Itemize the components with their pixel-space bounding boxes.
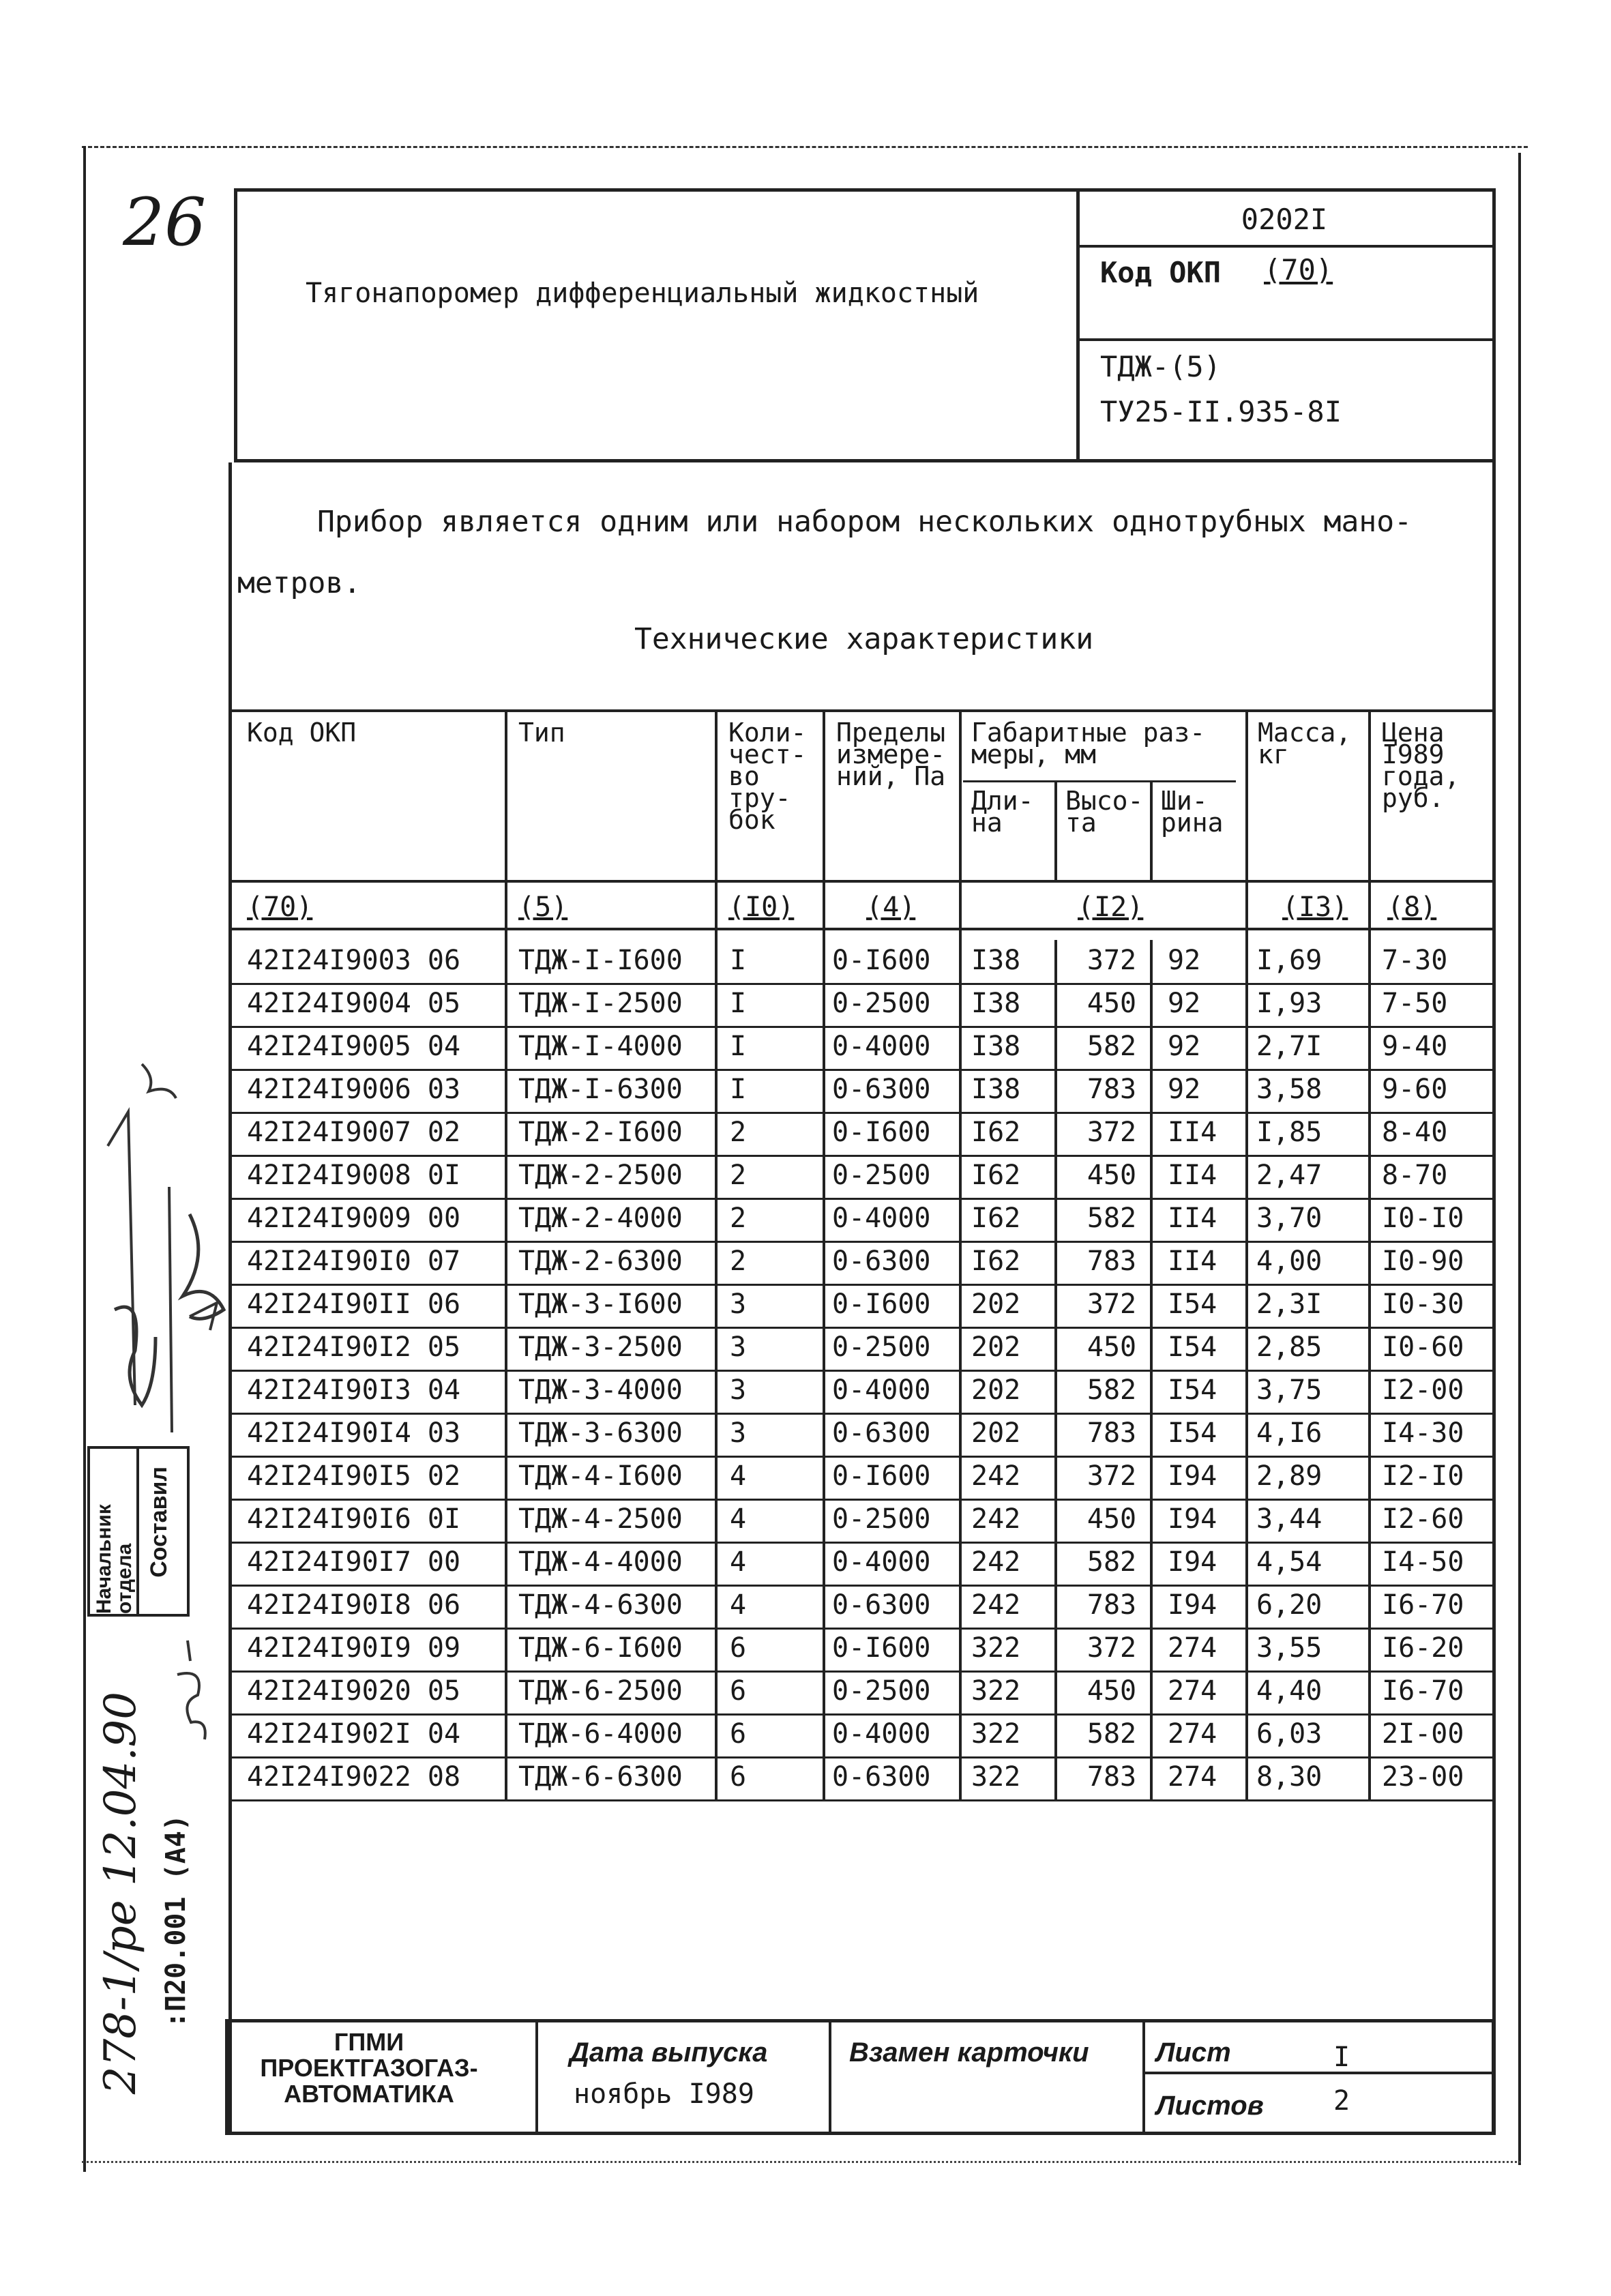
table-cell-l: I38 [971,988,1021,1019]
table-cell-w: I54 [1168,1374,1217,1406]
table-column-line [1054,940,1057,1799]
table-row-line [232,1241,1492,1243]
table-cell-range: 0-I600 [832,1632,931,1664]
table-cell-code: 42I24I90II 06 [247,1289,461,1320]
table-cell-mass: 4,I6 [1256,1417,1322,1449]
table-cell-l: 202 [971,1289,1021,1320]
table-cell-l: 322 [971,1761,1021,1793]
table-cell-code: 42I24I9005 04 [247,1031,461,1062]
handwritten-signatures [87,1050,237,1460]
table-cell-l: 242 [971,1546,1021,1578]
table-cell-mass: 4,00 [1256,1246,1322,1277]
head-of-dept-label: Начальник отдела [93,1504,136,1614]
table-cell-code: 42I24I90I4 03 [247,1417,461,1449]
organization-name: ГПМИ ПРОЕКТГАЗОГАЗ-АВТОМАТИКА [260,2028,478,2108]
table-cell-l: 242 [971,1589,1021,1621]
header-range: Пределы измере- ний, Па [836,718,946,791]
table-cell-h: 582 [1087,1031,1137,1062]
table-cell-code: 42I24I9009 00 [247,1203,461,1234]
header-height: Высо- та [1065,786,1144,838]
table-column-line [505,709,507,1799]
table-cell-h: 582 [1087,1374,1137,1406]
table-cell-mass: 4,40 [1256,1675,1322,1707]
table-column-line [1150,780,1153,880]
table-row-line [232,1456,1492,1458]
table-cell-type: ТДЖ-3-4000 [518,1374,683,1406]
table-cell-price: I6-20 [1382,1632,1464,1664]
header-length: Дли- на [971,786,1034,838]
table-cell-range: 0-I600 [832,1117,931,1148]
table-cell-price: I0-I0 [1382,1203,1464,1234]
table-cell-h: 450 [1087,1160,1137,1191]
table-cell-tubes: 6 [730,1718,747,1750]
table-row-line [232,1799,1492,1801]
table-cell-w: I54 [1168,1289,1217,1320]
table-cell-tubes: 2 [730,1117,747,1148]
table-cell-mass: 2,89 [1256,1460,1322,1492]
table-cell-w: II4 [1168,1246,1217,1277]
table-cell-type: ТДЖ-2-6300 [518,1246,683,1277]
table-cell-range: 0-2500 [832,988,931,1019]
table-cell-price: 9-60 [1382,1074,1448,1105]
table-cell-tubes: I [730,945,747,976]
table-cell-h: 582 [1087,1546,1137,1578]
table-cell-range: 0-6300 [832,1074,931,1105]
colcode-type: (5) [518,892,568,923]
table-cell-tubes: 3 [730,1331,747,1363]
table-row-line [232,1198,1492,1200]
table-cell-range: 0-6300 [832,1246,931,1277]
colcode-dims: (I2) [1078,892,1144,923]
frame-left-line [83,146,86,2172]
table-cell-code: 42I24I90I8 06 [247,1589,461,1621]
colcode-price: (8) [1387,892,1437,923]
table-cell-tubes: 2 [730,1203,747,1234]
table-row-line [232,1370,1492,1372]
compiled-label: Составил [146,1467,172,1578]
footer-hline [1142,2072,1492,2074]
table-cell-l: I62 [971,1246,1021,1277]
table-cell-tubes: I [730,988,747,1019]
table-cell-w: 92 [1168,1074,1201,1105]
table-cell-type: ТДЖ-I-6300 [518,1074,683,1105]
table-cell-w: I94 [1168,1589,1217,1621]
table-cell-code: 42I24I90I9 09 [247,1632,461,1664]
table-row-line [232,1628,1492,1630]
table-row-line [232,1112,1492,1114]
table-cell-h: 783 [1087,1761,1137,1793]
table-cell-tubes: 6 [730,1675,747,1707]
table-cell-h: 372 [1087,1117,1137,1148]
table-row-line [232,1756,1492,1758]
table-cell-tubes: I [730,1074,747,1105]
table-cell-tubes: 3 [730,1417,747,1449]
table-cell-price: I2-00 [1382,1374,1464,1406]
table-cell-range: 0-4000 [832,1374,931,1406]
table-cell-range: 0-2500 [832,1503,931,1535]
table-column-line [1150,940,1153,1799]
table-cell-price: 9-40 [1382,1031,1448,1062]
table-cell-type: ТДЖ-4-4000 [518,1546,683,1578]
table-cell-mass: 2,7I [1256,1031,1322,1062]
table-cell-h: 582 [1087,1203,1137,1234]
spec-number: ТУ25-II.935-8I [1100,395,1342,428]
table-cell-price: 7-50 [1382,988,1448,1019]
table-cell-w: 92 [1168,988,1201,1019]
header-bottom-line [232,880,1492,883]
table-cell-w: II4 [1168,1117,1217,1148]
table-cell-code: 42I24I90I3 04 [247,1374,461,1406]
table-cell-range: 0-4000 [832,1203,931,1234]
table-cell-w: 274 [1168,1632,1217,1664]
table-cell-h: 582 [1087,1718,1137,1750]
table-cell-price: 7-30 [1382,945,1448,976]
table-cell-w: I94 [1168,1546,1217,1578]
table-cell-h: 783 [1087,1589,1137,1621]
table-cell-price: I6-70 [1382,1675,1464,1707]
table-cell-range: 0-4000 [832,1718,931,1750]
header-price: Цена I989 года, руб. [1382,718,1460,813]
table-cell-l: I38 [971,945,1021,976]
table-cell-price: I4-30 [1382,1417,1464,1449]
table-cell-type: ТДЖ-3-2500 [518,1331,683,1363]
sheets-value: 2 [1333,2085,1350,2117]
header-mass: Масса, кг [1258,718,1352,769]
table-cell-code: 42I24I902I 04 [247,1718,461,1750]
table-column-line [959,709,962,1799]
table-cell-w: I54 [1168,1417,1217,1449]
table-cell-l: 322 [971,1675,1021,1707]
description-line-2: метров. [237,566,361,600]
sheet-label: Лист [1156,2037,1231,2067]
header-block [234,188,1496,462]
table-cell-w: I94 [1168,1503,1217,1535]
table-cell-w: I54 [1168,1331,1217,1363]
table-cell-mass: 2,47 [1256,1160,1322,1191]
table-cell-w: II4 [1168,1160,1217,1191]
table-cell-code: 42I24I90I2 05 [247,1331,461,1363]
footer-divider [535,2022,538,2132]
header-code-panel [1076,192,1496,459]
table-cell-price: 2I-00 [1382,1718,1464,1750]
table-cell-range: 0-I600 [832,1460,931,1492]
table-cell-range: 0-I600 [832,1289,931,1320]
table-cell-w: 92 [1168,1031,1201,1062]
table-cell-tubes: 3 [730,1289,747,1320]
table-cell-mass: 4,54 [1256,1546,1322,1578]
table-cell-range: 0-6300 [832,1417,931,1449]
section-title: Технические характеристики [634,622,1094,656]
table-cell-price: 8-40 [1382,1117,1448,1148]
okp-label: Код ОКП [1100,256,1222,289]
table-row-line [232,1155,1492,1157]
table-cell-mass: 3,44 [1256,1503,1322,1535]
table-column-line [823,709,825,1799]
footer-stamp [225,2019,1495,2135]
issue-date-label: Дата выпуска [570,2037,768,2067]
table-cell-mass: 3,58 [1256,1074,1322,1105]
footer-divider [1142,2022,1145,2132]
table-cell-code: 42I24I9022 08 [247,1761,461,1793]
table-cell-type: ТДЖ-4-6300 [518,1589,683,1621]
table-cell-range: 0-2500 [832,1675,931,1707]
table-cell-range: 0-6300 [832,1761,931,1793]
table-cell-l: 322 [971,1632,1021,1664]
header-dims: Габаритные раз- меры, мм [971,718,1206,769]
typed-reference: :П20.001 (А4) [160,1814,192,2029]
table-cell-h: 372 [1087,1460,1137,1492]
table-cell-tubes: I [730,1031,747,1062]
table-cell-mass: I,85 [1256,1117,1322,1148]
table-row-line [232,1542,1492,1544]
table-cell-mass: 3,55 [1256,1632,1322,1664]
table-row-line [232,1026,1492,1028]
table-cell-range: 0-I600 [832,945,931,976]
table-cell-l: 202 [971,1331,1021,1363]
table-cell-w: 92 [1168,945,1201,976]
table-cell-l: I38 [971,1031,1021,1062]
table-cell-mass: I,93 [1256,988,1322,1019]
table-cell-range: 0-4000 [832,1031,931,1062]
colcode-range: (4) [866,892,916,923]
table-cell-w: 274 [1168,1761,1217,1793]
handwritten-reference: 278-1/ре 12.04.90 [95,1692,146,2095]
table-cell-l: I62 [971,1160,1021,1191]
table-cell-mass: 3,75 [1256,1374,1322,1406]
table-cell-tubes: 4 [730,1503,747,1535]
divider [1080,245,1492,248]
table-cell-range: 0-6300 [832,1589,931,1621]
table-cell-l: 242 [971,1503,1021,1535]
table-top-line [232,709,1492,712]
table-cell-mass: 2,85 [1256,1331,1322,1363]
okp-code: (70) [1264,253,1333,286]
table-cell-w: II4 [1168,1203,1217,1234]
table-row-line [232,983,1492,985]
table-cell-type: ТДЖ-4-I600 [518,1460,683,1492]
table-cell-h: 372 [1087,1289,1137,1320]
frame-top-dashed [82,146,1528,148]
table-cell-h: 450 [1087,1675,1137,1707]
table-cell-h: 783 [1087,1417,1137,1449]
header-code: Код ОКП [247,718,357,748]
table-cell-tubes: 6 [730,1761,747,1793]
table-cell-tubes: 4 [730,1460,747,1492]
issue-date-value: ноябрь I989 [574,2078,754,2110]
table-row-line [232,1327,1492,1329]
document-title: Тягонапоромер дифференциальный жидкостный [306,278,979,309]
table-cell-price: I4-50 [1382,1546,1464,1578]
table-cell-l: 202 [971,1417,1021,1449]
table-row-line [232,1713,1492,1716]
table-cell-h: 450 [1087,1331,1137,1363]
table-cell-type: ТДЖ-2-I600 [518,1117,683,1148]
table-row-line [232,1499,1492,1501]
header-tubes: Коли- чест- во тру- бок [728,718,807,835]
table-cell-code: 42I24I90I6 0I [247,1503,461,1535]
table-cell-type: ТДЖ-3-6300 [518,1417,683,1449]
table-cell-h: 372 [1087,945,1137,976]
table-cell-type: ТДЖ-I-4000 [518,1031,683,1062]
table-cell-tubes: 6 [730,1632,747,1664]
side-approval-box [87,1446,190,1617]
table-row-line [232,1069,1492,1071]
frame-right-line [1518,153,1521,2165]
header-width: Ши- рина [1161,786,1224,838]
table-cell-type: ТДЖ-I-2500 [518,988,683,1019]
table-cell-l: I62 [971,1117,1021,1148]
colcode-mass: (I3) [1282,892,1348,923]
table-cell-code: 42I24I90I7 00 [247,1546,461,1578]
table-cell-code: 42I24I9020 05 [247,1675,461,1707]
table-cell-h: 783 [1087,1074,1137,1105]
table-cell-tubes: 2 [730,1246,747,1277]
table-cell-h: 450 [1087,988,1137,1019]
table-cell-range: 0-2500 [832,1331,931,1363]
table-cell-mass: 6,20 [1256,1589,1322,1621]
description-line-1: Прибор является одним или набором нескольких однотрубных мано- [317,505,1413,539]
table-cell-h: 450 [1087,1503,1137,1535]
header-type: Тип [518,718,565,748]
table-cell-l: 202 [971,1374,1021,1406]
table-cell-type: ТДЖ-2-2500 [518,1160,683,1191]
table-cell-tubes: 2 [730,1160,747,1191]
code-number: 0202I [1241,203,1328,236]
frame-bottom-dotted [82,2161,1521,2163]
table-cell-l: 322 [971,1718,1021,1750]
table-column-line [1054,780,1057,880]
table-column-line [1368,709,1371,1799]
table-cell-tubes: 4 [730,1546,747,1578]
table-cell-type: ТДЖ-6-2500 [518,1675,683,1707]
table-cell-type: ТДЖ-6-I600 [518,1632,683,1664]
table-cell-h: 783 [1087,1246,1137,1277]
table-cell-price: I6-70 [1382,1589,1464,1621]
table-cell-price: 23-00 [1382,1761,1464,1793]
table-column-line [1245,709,1248,1799]
colcode-code: (70) [247,892,313,923]
table-cell-type: ТДЖ-3-I600 [518,1289,683,1320]
table-cell-price: I2-I0 [1382,1460,1464,1492]
table-cell-type: ТДЖ-6-4000 [518,1718,683,1750]
page-number: 26 [123,184,207,261]
table-row-line [232,1671,1492,1673]
sheets-label: Листов [1156,2091,1264,2121]
table-cell-l: I62 [971,1203,1021,1234]
table-cell-tubes: 4 [730,1589,747,1621]
sheet-value: I [1333,2042,1350,2073]
table-cell-price: I2-60 [1382,1503,1464,1535]
table-cell-type: ТДЖ-2-4000 [518,1203,683,1234]
table-cell-code: 42I24I90I0 07 [247,1246,461,1277]
table-cell-w: 274 [1168,1718,1217,1750]
table-row-line [232,1413,1492,1415]
table-cell-code: 42I24I9003 06 [247,945,461,976]
side-divider [136,1449,139,1614]
table-cell-price: 8-70 [1382,1160,1448,1191]
table-cell-range: 0-2500 [832,1160,931,1191]
table-cell-mass: 6,03 [1256,1718,1322,1750]
table-cell-type: ТДЖ-4-2500 [518,1503,683,1535]
table-column-line [715,709,718,1799]
table-cell-mass: I,69 [1256,945,1322,976]
codes-bottom-line [232,928,1492,930]
table-row-line [232,1284,1492,1286]
colcode-tubes: (I0) [728,892,795,923]
table-cell-price: I0-30 [1382,1289,1464,1320]
footer-divider [829,2022,831,2132]
table-cell-mass: 3,70 [1256,1203,1322,1234]
table-cell-type: ТДЖ-I-I600 [518,945,683,976]
table-cell-code: 42I24I9004 05 [247,988,461,1019]
divider [1080,338,1492,341]
model-designation: ТДЖ-(5) [1100,350,1222,383]
table-row-line [232,1585,1492,1587]
table-cell-w: I94 [1168,1460,1217,1492]
table-cell-type: ТДЖ-6-6300 [518,1761,683,1793]
table-cell-tubes: 3 [730,1374,747,1406]
replace-card-label: Взамен карточки [849,2037,1089,2067]
table-cell-price: I0-60 [1382,1331,1464,1363]
table-cell-mass: 2,3I [1256,1289,1322,1320]
table-cell-mass: 8,30 [1256,1761,1322,1793]
table-cell-code: 42I24I9008 0I [247,1160,461,1191]
table-cell-l: 242 [971,1460,1021,1492]
table-cell-code: 42I24I90I5 02 [247,1460,461,1492]
table-cell-price: I0-90 [1382,1246,1464,1277]
table-cell-h: 372 [1087,1632,1137,1664]
dims-sub-line [963,780,1236,782]
table-cell-l: I38 [971,1074,1021,1105]
table-cell-code: 42I24I9007 02 [247,1117,461,1148]
table-cell-code: 42I24I9006 03 [247,1074,461,1105]
table-cell-w: 274 [1168,1675,1217,1707]
handwritten-initials [167,1634,215,1750]
table-cell-range: 0-4000 [832,1546,931,1578]
